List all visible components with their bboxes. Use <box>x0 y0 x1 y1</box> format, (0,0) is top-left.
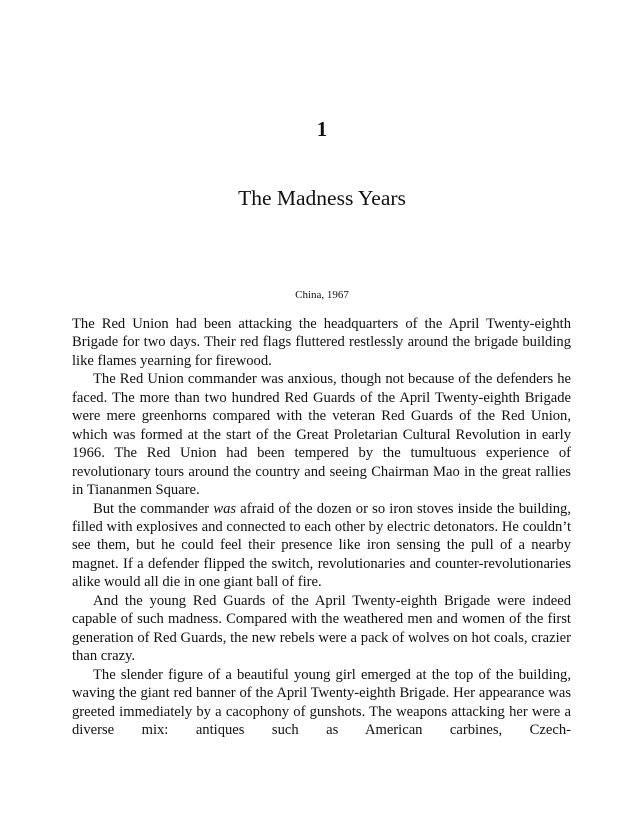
chapter-dateline: China, 1967 <box>295 289 349 301</box>
chapter-number: 1 <box>316 117 328 141</box>
paragraph: And the young Red Guards of the April Twenty-eighth Brigade were indeed capable of such madness. Compared with the weathered men and women of the first generation of Red Guards, the new rebels were a pack of wolves on hot coals, crazier than crazy. <box>72 592 571 665</box>
emphasized-word: was <box>213 500 237 517</box>
chapter-body <box>72 315 571 739</box>
paragraph: The Red Union had been attacking the headquarters of the April Twenty-eighth Brigade for two days. Their red flags fluttered restlessly around the brigade building like flames yearning for firewood. <box>72 316 571 369</box>
paragraph-text: afraid of the dozen or so iron stoves inside the building, filled with explosives and connected to each other by electric detonators. He couldn’t see them, but he could feel their presence like iron sensing the pull of a nearby magnet. If a defender flipped the switch, revolutionaries and counter-revolutionaries alike would all die in one giant ball of fire. <box>72 500 571 591</box>
chapter-title: The Madness Years <box>238 186 406 210</box>
paragraph: The Red Union commander was anxious, though not because of the defenders he faced. The more than two hundred Red Guards of the April Twenty-eighth Brigade were mere greenhorns compared with the veteran Red Guards of the Red Union, which was formed at the start of the Great Proletarian Cultural Revolution in early 1966. The Red Union had been tempered by the tumultuous experience of revolutionary tours around the country and seeing Chairman Mao in the great rallies in Tiananmen Square. <box>72 371 571 499</box>
paragraph <box>72 500 571 592</box>
paragraph-text: But the commander <box>93 500 214 517</box>
paragraph: The slender figure of a beautiful young girl emerged at the top of the building, waving the giant red banner of the April Twenty-eighth Brigade. Her appearance was greeted immediately by a cacophony of gunshots. The weapons attacking her were a diverse mix: antiques such as American carbines, Czech- <box>72 666 571 738</box>
